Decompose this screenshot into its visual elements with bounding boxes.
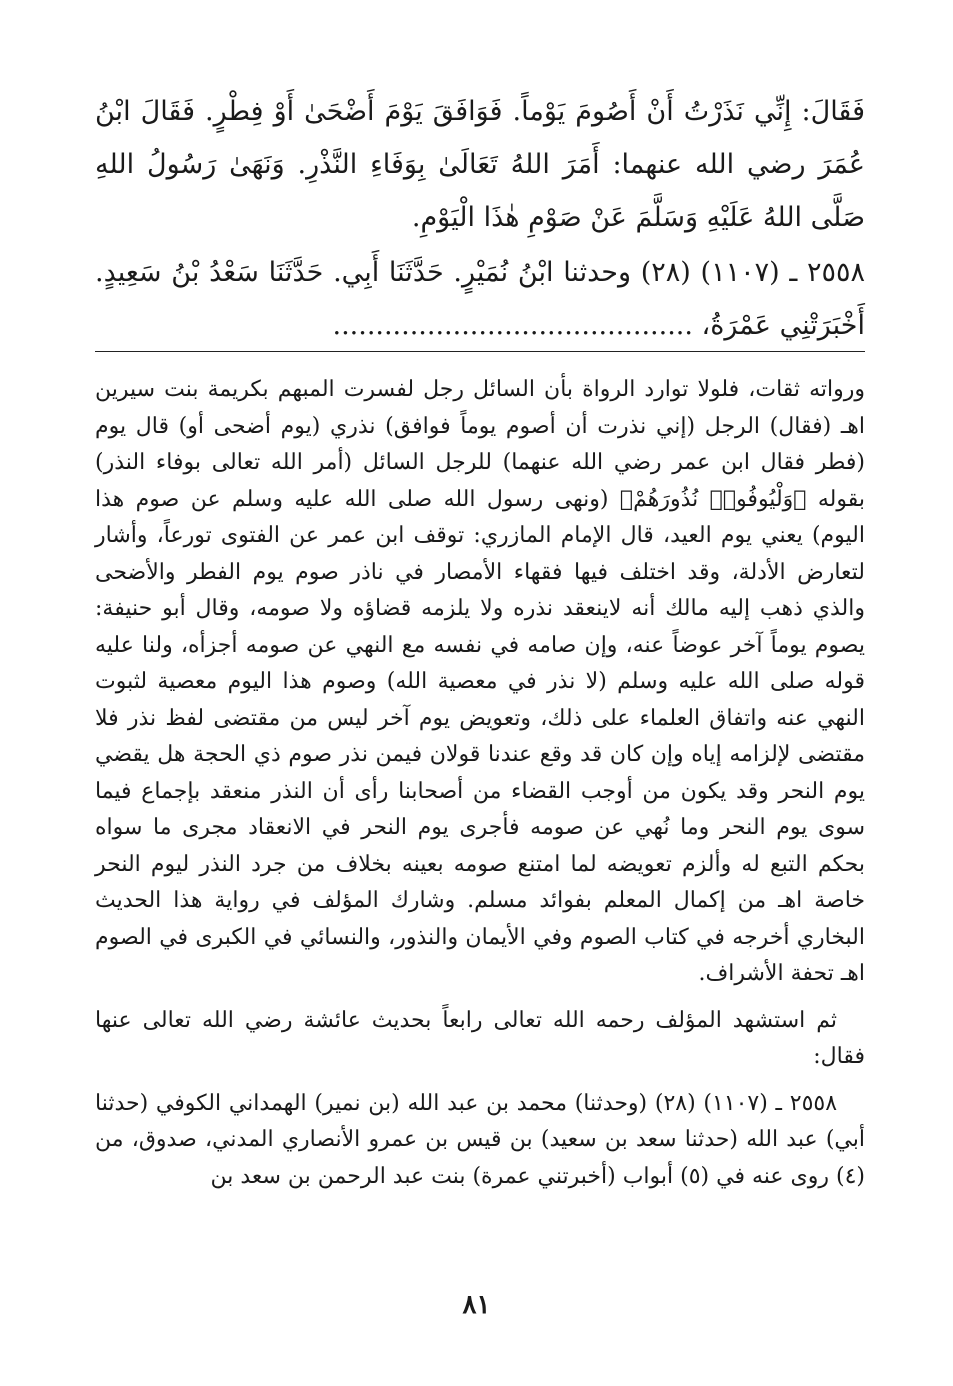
commentary-block: ٢٥٥٨ ـ (١١٠٧) (٢٨) (وحدثنا) محمد بن عبد الله (بن نمير) الهمداني الكوفي (حدثنا أبي) عبد الله (حدثنا سعد بن سعيد) بن قيس بن عمرو الأنصاري المدني، صدوق، من (٤) روى عنه في (٥) أبواب (أخبرتني عمرة) بنت عبد الرحمن بن سعد بن: [95, 1090, 865, 1189]
hadith-text: [95, 85, 865, 352]
hadith-chain-paragraph: ٢٥٥٨ ـ (١١٠٧) (٢٨) وحدثنا ابْنُ نُمَيْرٍ. حَدَّثَنَا أَبِي. حَدَّثَنَا سَعْدُ بْنُ سَعِيدٍ. أَخْبَرَتْنِي عَمْرَةُ، ..........................................: [95, 257, 865, 341]
hadith-paragraph: فَقَالَ: إِنِّي نَذَرْتُ أَنْ أَصُومَ يَوْماً. فَوَافَقَ يَوْمَ أَضْحَىٰ أَوْ فِطْرٍ. فَقَالَ ابْنُ عُمَرَ رضي الله عنهما: أَمَرَ اللهُ تَعَالَىٰ بِوَفَاءِ النَّذْرِ. وَنَهَىٰ رَسُولُ اللهِ صَلَّى اللهُ عَلَيْهِ وَسَلَّمَ عَنْ صَوْمِ هٰذَا الْيَوْمِ.: [95, 96, 865, 233]
page-number: ٨١: [462, 1290, 491, 1320]
commentary: [95, 372, 865, 1195]
separator-line: [95, 351, 865, 352]
commentary-block: ثم استشهد المؤلف رحمه الله تعالى رابعاً بحديث عائشة رضي الله تعالى عنها فقال:: [95, 1007, 865, 1069]
commentary-block: ورواته ثقات، فلولا توارد الرواة بأن السائل رجل لفسرت المبهم بكريمة بنت سيرين اهـ (فقال) الرجل (إني نذرت أن أصوم يوماً فوافق) نذري (يوم أضحى أو) قال يوم (فطر فقال ابن عمر رضي الله عنهما) للرجل السائل (أمر الله تعالى بوفاء النذر) بقوله ﴿وَلْيُوفُوا۟ نُذُورَهُمْ﴾ (ونهى رسول الله صلى الله عليه وسلم عن صوم هذا اليوم) يعني يوم العيد، قال الإمام المازري: توقف ابن عمر عن الفتوى تورعاً، وأشار لتعارض الأدلة، وقد اختلف فيها فقهاء الأمصار في ناذر صوم يوم الفطر والأضحى والذي ذهب إليه مالك أنه لاينعقد نذره ولا يلزمه قضاؤه ولا صومه، وقال أبو حنيفة: يصوم يوماً آخر عوضاً عنه، وإن صامه في نفسه مع النهي عن صومه أجزأه، ولنا عليه قوله صلى الله عليه وسلم (لا نذر في معصية الله) وصوم هذا اليوم معصية لثبوت النهي عنه واتفاق العلماء على ذلك، وتعويض يوم آخر ليس من مقتضى لفظ نذر فلا مقتضى لإلزامه إياه وإن كان قد وقع عندنا قولان فيمن نذر صوم ذي الحجة هل يقضي يوم النحر وقد يكون من أوجب القضاء من أصحابنا رأى أن النذر منعقد بإجماع فيما سوى يوم النحر وما نُهي عن صومه فأجرى يوم النحر في الانعقاد مجرى ما سواه بحكم التبع له وألزم تعويضه لما امتنع صومه بعينه بخلاف من جرد النذر ليوم النحر خاصة اهـ من إكمال المعلم بفوائد مسلم. وشارك المؤلف في رواية هذا الحديث البخاري أخرجه في كتاب الصوم وفي الأيمان والنذور، والنسائي في الكبرى في الصوم اهـ تحفة الأشراف.: [95, 377, 865, 986]
